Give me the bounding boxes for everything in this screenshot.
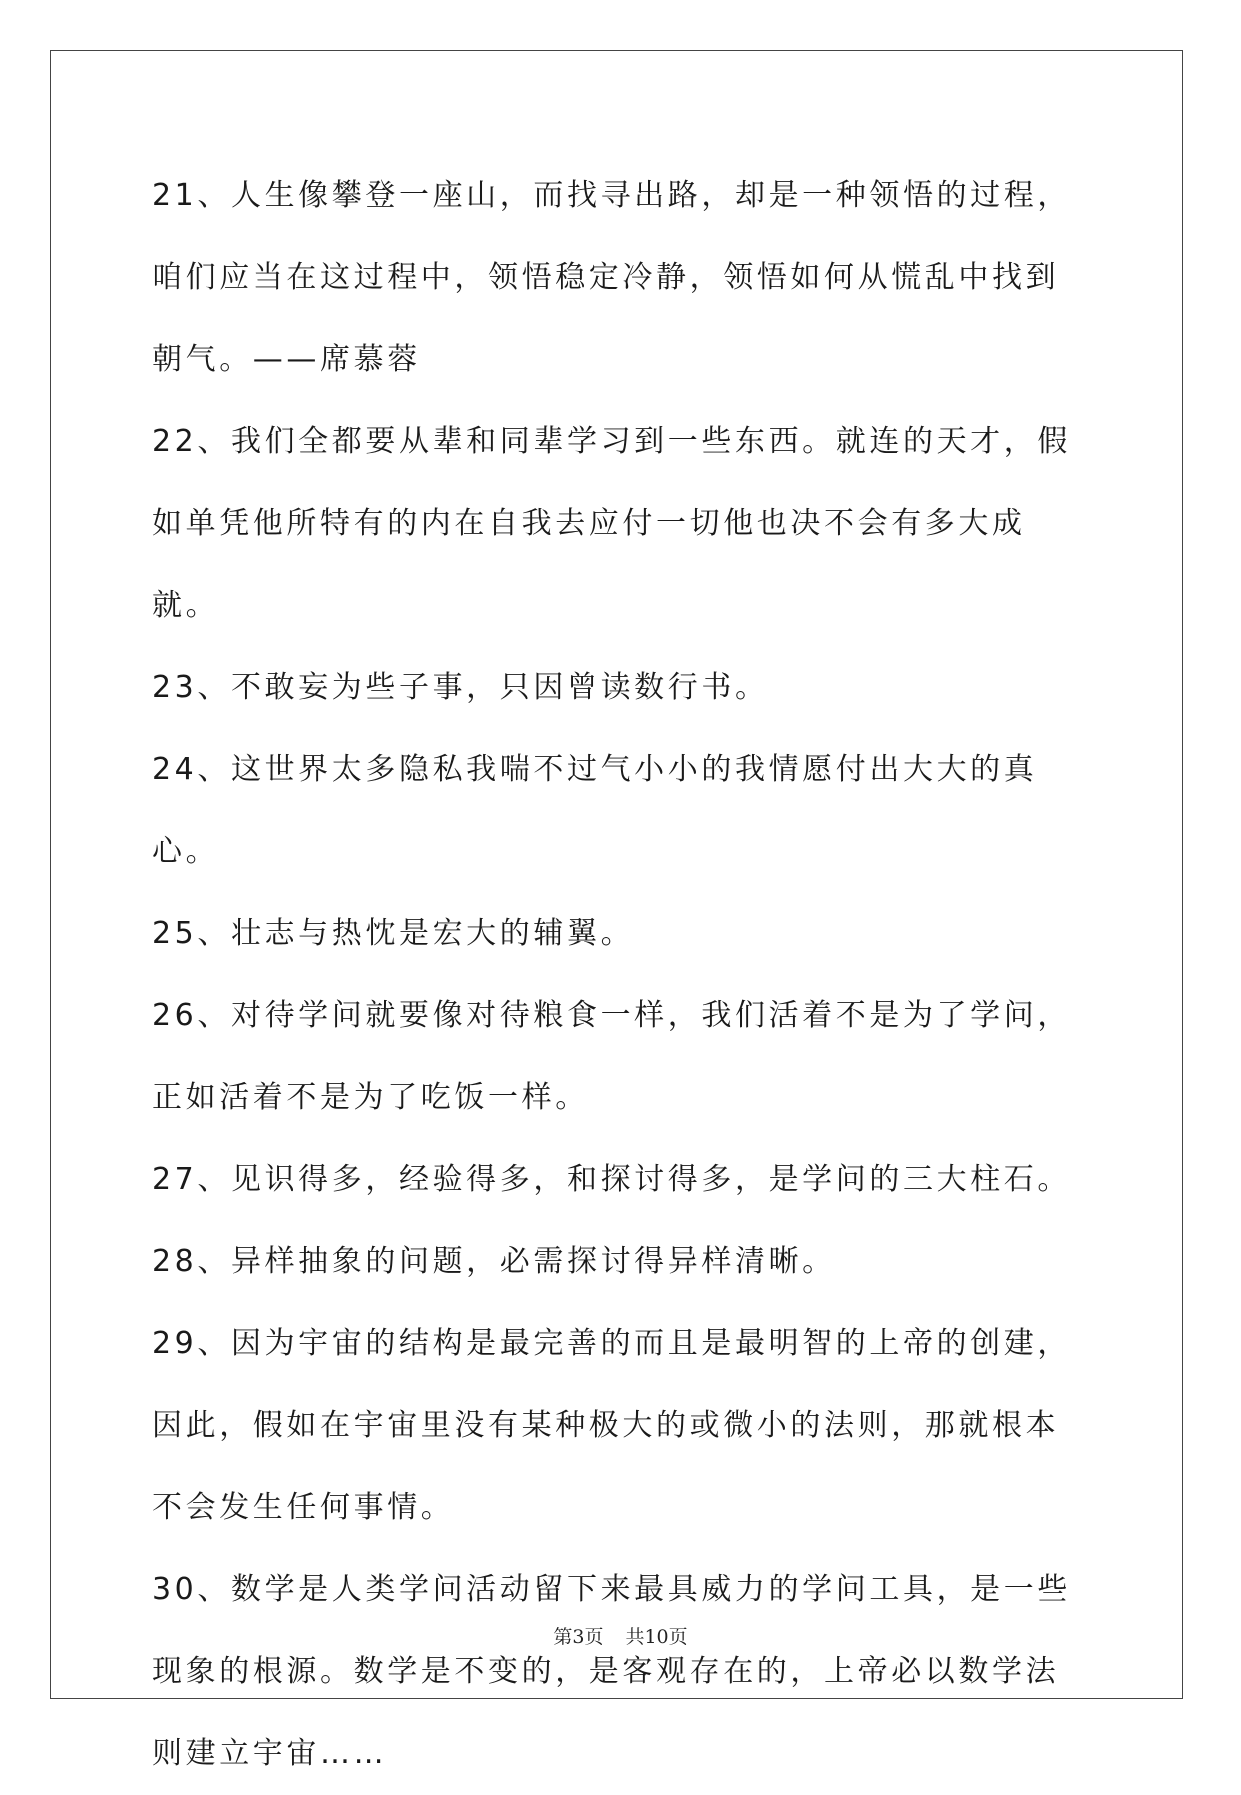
paragraph-22: 22、我们全都要从辈和同辈学习到一些东西。就连的天才，假如单凭他所特有的内在自我去应付一切他也决不会有多大成就。 <box>152 424 1071 623</box>
paragraph-25: 25、壮志与热忱是宏大的辅翼。 <box>152 916 635 951</box>
paragraph-26: 26、对待学问就要像对待粮食一样，我们活着不是为了学问，正如活着不是为了吃饭一样。 <box>152 998 1071 1115</box>
paragraph-21: 21、人生像攀登一座山，而找寻出路，却是一种领悟的过程，咱们应当在这过程中，领悟稳定冷静，领悟如何从慌乱中找到朝气。——席慕蓉 <box>152 178 1071 377</box>
page-number-current: 第3页 <box>553 1626 604 1648</box>
paragraph-24: 24、这世界太多隐私我喘不过气小小的我情愿付出大大的真心。 <box>152 752 1038 869</box>
document-body <box>152 155 1092 1795</box>
paragraph-27: 27、见识得多，经验得多，和探讨得多，是学问的三大柱石。 <box>152 1162 1071 1197</box>
paragraph-29: 29、因为宇宙的结构是最完善的而且是最明智的上帝的创建，因此，假如在宇宙里没有某种极大的或微小的法则，那就根本不会发生任何事情。 <box>152 1326 1071 1525</box>
paragraph-30: 30、数学是人类学问活动留下来最具威力的学问工具，是一些现象的根源。数学是不变的，是客观存在的，上帝必以数学法则建立宇宙…… <box>152 1572 1071 1771</box>
paragraph-28: 28、异样抽象的问题，必需探讨得异样清晰。 <box>152 1244 836 1279</box>
page-number-total: 共10页 <box>625 1626 688 1648</box>
paragraph-23: 23、不敢妄为些子事，只因曾读数行书。 <box>152 670 769 705</box>
page-footer <box>0 1622 1241 1649</box>
